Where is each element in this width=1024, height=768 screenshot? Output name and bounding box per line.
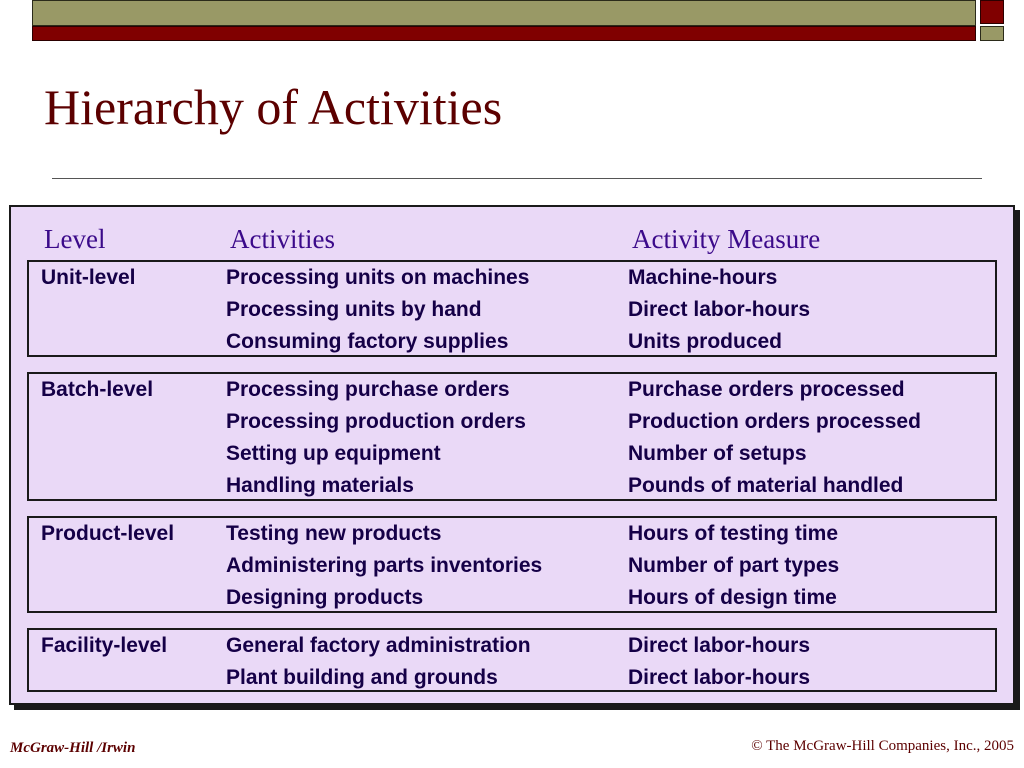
measure-cell: Number of part types [628, 554, 840, 577]
activity-cell: Designing products [226, 586, 424, 609]
measure-cell: Hours of design time [628, 586, 837, 609]
slide-title: Hierarchy of Activities [44, 79, 503, 135]
title-divider [52, 178, 982, 179]
footer-copyright: © The McGraw-Hill Companies, Inc., 2005 [751, 738, 1014, 754]
group-product-level [27, 516, 997, 613]
activity-cell: General factory administration [226, 634, 531, 657]
activity-cell: Testing new products [226, 522, 442, 545]
measure-cell: Units produced [628, 330, 783, 353]
measure-cell: Purchase orders processed [628, 378, 905, 401]
measure-cell: Number of setups [628, 442, 807, 465]
activity-cell: Processing units on machines [226, 266, 530, 289]
table-row [29, 438, 995, 470]
measure-cell: Pounds of material handled [628, 474, 904, 497]
activity-cell: Handling materials [226, 474, 414, 497]
level-label: Batch-level [41, 378, 154, 401]
activity-cell: Processing units by hand [226, 298, 482, 321]
group-unit-level [27, 260, 997, 357]
header-activities: Activities [230, 224, 335, 254]
table-row [29, 550, 995, 582]
header-activity-measure: Activity Measure [632, 224, 821, 254]
table-row [29, 374, 995, 406]
measure-cell: Direct labor-hours [628, 666, 811, 689]
table-row [29, 406, 995, 438]
group-batch-level [27, 372, 997, 501]
activity-cell: Processing purchase orders [226, 378, 510, 401]
header-level: Level [44, 224, 106, 254]
table-row [29, 630, 995, 662]
activity-cell: Consuming factory supplies [226, 330, 509, 353]
footer-publisher: McGraw-Hill /Irwin [10, 740, 136, 756]
measure-cell: Machine-hours [628, 266, 778, 289]
corner-olive-square [980, 26, 1004, 41]
table-row [29, 294, 995, 326]
corner-maroon-square [980, 0, 1004, 24]
measure-cell: Production orders processed [628, 410, 921, 433]
activity-cell: Plant building and grounds [226, 666, 498, 689]
activity-cell: Processing production orders [226, 410, 526, 433]
level-label: Product-level [41, 522, 175, 545]
level-label: Facility-level [41, 634, 168, 657]
table-row [29, 582, 995, 614]
level-label: Unit-level [41, 266, 136, 289]
measure-cell: Direct labor-hours [628, 298, 811, 321]
top-maroon-bar [32, 26, 976, 41]
activity-cell: Administering parts inventories [226, 554, 543, 577]
top-olive-bar [32, 0, 976, 26]
table-row [29, 326, 995, 358]
table-row [29, 262, 995, 294]
table-row [29, 518, 995, 550]
table-row [29, 662, 995, 694]
activity-cell: Setting up equipment [226, 442, 441, 465]
measure-cell: Direct labor-hours [628, 634, 811, 657]
group-facility-level [27, 628, 997, 692]
measure-cell: Hours of testing time [628, 522, 839, 545]
table-row [29, 470, 995, 502]
